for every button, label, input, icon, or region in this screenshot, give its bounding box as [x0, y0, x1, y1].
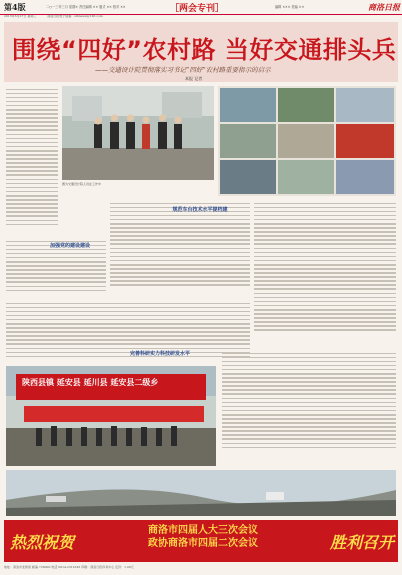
text-column-left: [6, 86, 58, 236]
page-number: 第4版: [4, 2, 26, 12]
article-subhead: ——交通设计院贯彻落实习书记“四好”农村路重要指示的启示: [95, 66, 271, 74]
footer-line-2: 政协商洛市四届二次会议: [148, 538, 258, 549]
bottom-photo: [6, 470, 396, 516]
footer-right-text: 胜利召开: [330, 533, 395, 552]
footer-line-1: 商洛市四届人大三次会议: [148, 525, 258, 536]
photo-collage: [218, 86, 396, 196]
banner-text: 陕西县镇 延安县 延川县 延安县二级乡: [22, 378, 159, 387]
article-headline: 围绕“四好”农村路 当好交通排头兵: [12, 36, 397, 64]
newspaper-logo: 商洛日报: [368, 2, 400, 12]
editors-note: 编辑 ××× 美编 ××: [275, 5, 305, 9]
meta-date: 2013年3月27日 星期三: [4, 14, 37, 18]
bottom-meta: 地址：商洛市北新街 邮编 726000 电话 0914-2312345 印刷：商洛日报印务中心 定价：1.00元: [4, 565, 134, 569]
section-heading-3: 完善科研实力科技研发水平: [129, 351, 190, 357]
article-byline: 本报 记者: [185, 76, 203, 81]
meta-line: [4, 14, 398, 22]
meta-email: 商洛日报电子信箱：slbnews@126.com: [47, 14, 103, 18]
top-note: 二○一三年三月 星期× 责任编辑 ×× 版式 ×× 校对 ××: [46, 5, 126, 9]
text-block-b: [110, 200, 250, 300]
text-block-c: [254, 200, 396, 350]
text-block-e: [222, 350, 396, 466]
footer-mid-text: [78, 524, 328, 550]
top-photo-caption: 图为交通设计院人员在工作中: [62, 182, 102, 186]
section-heading-1: 加强党的建设建设: [49, 243, 90, 249]
top-photo: [62, 86, 214, 180]
section-heading-2: 规范车台技术水平提档建: [172, 207, 228, 213]
footer-left-text: 热烈祝贺: [10, 533, 75, 552]
section-title: ［两会专刊］: [170, 4, 225, 14]
